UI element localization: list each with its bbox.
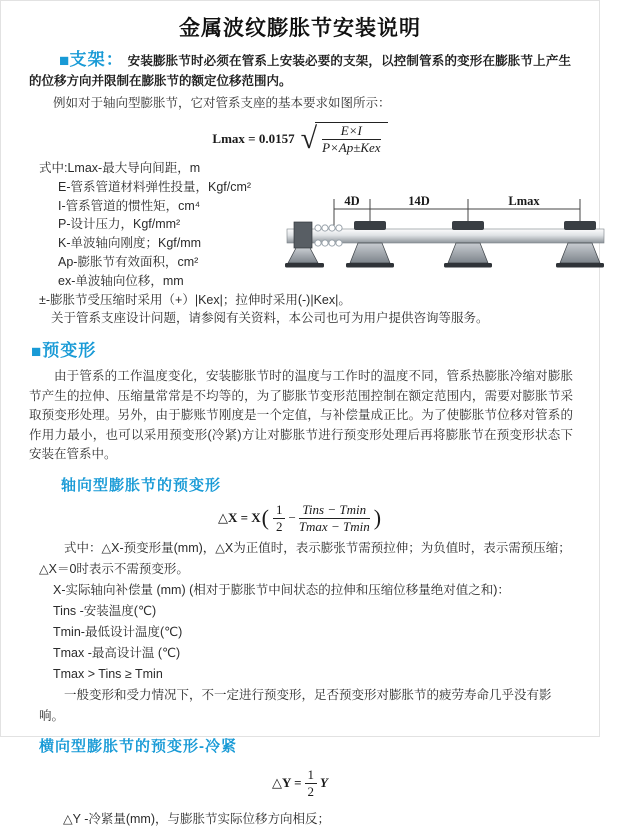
left-paren: (	[261, 505, 269, 530]
lateral-subheading: 横向型膨胀节的预变形-冷紧	[39, 737, 237, 755]
support-example-line: 例如对于轴向型膨胀节，它对管系支座的基本要求如图所示：	[53, 96, 391, 110]
support-section-heading: 支架：	[69, 50, 124, 69]
note-line: 一般变形和受力情况下，不一定进行预变形，足否预变形对膨胀节的疲劳寿命几乎没有影响。	[39, 687, 552, 723]
variable-line: P-设计压力，Kgf/mm²	[58, 217, 181, 232]
variable-line: 关于管系支座设计问题，请参阅有关资料，本公司也可为用户提供咨询等服务。	[51, 311, 489, 326]
variable-line: I-管系管道的惯性矩，cm⁴	[58, 198, 201, 213]
variable-line: 式中:Lmax-最大导向间距，m	[39, 161, 201, 175]
pipe-support-diagram	[282, 191, 638, 287]
variable-line: E-管系管道材料弹性投量，Kgf/cm²	[58, 179, 252, 194]
lmax-formula-numerator: E×I	[322, 124, 381, 140]
lmax-formula	[212, 122, 387, 155]
lateral-note: △Y -冷紧量(mm)，与膨胀节实际位移方向相反；	[63, 811, 331, 826]
lateral-formula	[272, 768, 328, 799]
half-numerator: 1	[305, 768, 318, 784]
right-paren: )	[373, 505, 382, 530]
support-section-lead	[29, 50, 571, 91]
note-line: Tmax -最高设计温 (℃)	[53, 645, 181, 660]
lmax-formula-lhs: Lmax = 0.0157	[212, 130, 295, 146]
axial-formula	[218, 503, 382, 534]
half-denominator: 2	[275, 518, 283, 534]
note-line: X-实际轴向补偿量 (mm) (相对于膨胀节中间状态的拉伸和压缩位移量绝对值之和)：	[53, 582, 510, 597]
variable-line: K-单波轴向刚度；Kgf/mm	[58, 236, 202, 251]
temp-numerator: Tins − Tmin	[299, 503, 370, 519]
note-line: Tmax > Tins ≥ Tmin	[53, 666, 163, 681]
lateral-formula-lhs: △Y =	[271, 775, 302, 790]
guide-support	[346, 221, 394, 268]
variable-line: ex-单波轴向位移，mm	[58, 273, 184, 288]
axial-subheading: 轴向型膨胀节的预变形	[61, 476, 222, 494]
lmax-formula-denominator: P×Ap±Kex	[322, 140, 381, 155]
minus-sign: −	[288, 510, 296, 525]
half-denominator: 2	[307, 783, 315, 799]
variables-and-diagram	[39, 159, 599, 324]
section-square-icon: ■	[31, 342, 43, 361]
axial-notes	[39, 538, 571, 727]
guide-support	[556, 221, 604, 268]
half-numerator: 1	[273, 503, 286, 519]
variable-line: Ap-膨胀节有效面积，cm²	[58, 254, 199, 269]
dim-label-lmax: Lmax	[508, 194, 540, 208]
section-square-icon: ■	[59, 51, 70, 70]
temp-denominator: Tmax − Tmin	[298, 518, 370, 534]
note-line: 式中：△X-预变形量(mm)，△X为正值时，表示膨张节需预拉伸；为负值时，表示需预压缩；△X＝0时表示不需预变形。	[39, 540, 571, 576]
predeform-section-heading	[31, 336, 599, 362]
page-title: 金属波纹膨胀节安装说明	[179, 17, 421, 40]
sqrt-radical-sign: √	[300, 121, 318, 155]
lateral-formula-rhs: Y	[320, 775, 328, 790]
predeform-heading-text: 预变形	[42, 341, 97, 360]
axial-formula-lhs: △X = X	[217, 510, 261, 525]
support-lead-text: 安装膨胀节时必须在管系上安装必要的支架，以控制管系的变形在膨胀节上产生的位移方向并限制在膨胀节的额定位移范围内。	[29, 54, 571, 88]
dim-label-14d: 14D	[408, 194, 430, 208]
note-line: Tins -安装温度(℃)	[53, 603, 157, 618]
predeform-body: 由于管系的工作温度变化，安装膨胀节时的温度与工作时的温度不同，管系热膨胀冷缩对膨胀节产生的拉伸、压缩量常常是不均等的，为了膨胀节变形范围控制在额定范围内，需要对膨胀节采取预变形处理。另外，由于膨账节刚度是一个定值，与补偿量成正比。为了使膨胀节位移对管系的作用力最小，也可以采用预变形(冷紧)方让对膨胀节进行预变形处理后再将膨胀节在预变形状态下安装在管系中。	[29, 369, 573, 461]
dim-label-4d: 4D	[344, 194, 360, 208]
guide-support	[444, 221, 492, 268]
variable-line: ±-膨胀节受压缩时采用（+）|Kex|；拉伸时采用(-)|Kex|。	[39, 292, 351, 307]
note-line: Tmin-最低设计温度(℃)	[53, 624, 183, 639]
sqrt-radicand	[315, 122, 388, 155]
